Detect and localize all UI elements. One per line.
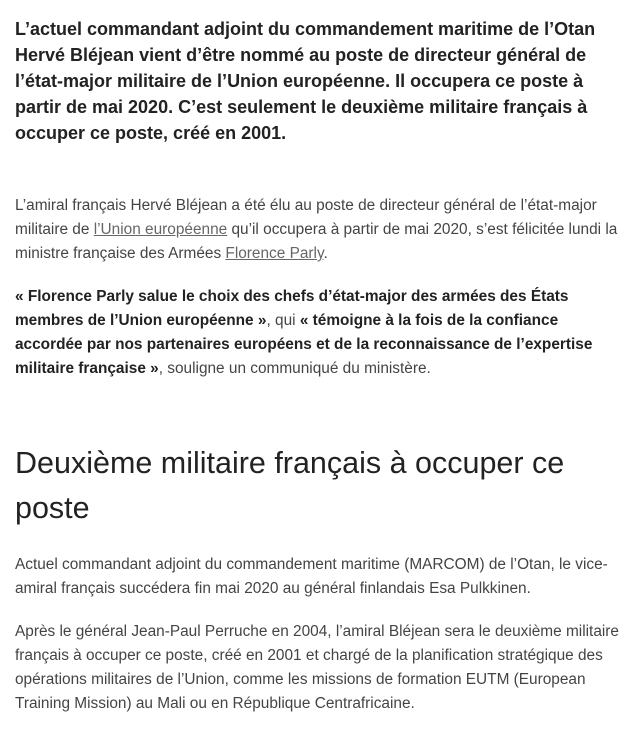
paragraph-quote (15, 285, 627, 381)
paragraph-text: qu’il occupera à partir de mai 2020, s’est félicitée lundi la ministre française des Armées (15, 221, 618, 262)
article-body (15, 0, 625, 716)
article-lead: L’actuel commandant adjoint du commandement maritime de l’Otan Hervé Bléjean vient d’être nommé au poste de directeur général de l’état-major militaire de l’Union européenne. Il occupera ce poste à partir de mai 2020. C’est seulement le deuxième militaire français à occuper ce poste, créé en 2001. (15, 19, 596, 143)
paragraph-text: , souligne un communiqué du ministère. (158, 360, 431, 377)
paragraph-text: , qui (266, 312, 300, 329)
paragraph-text: L’amiral français Hervé Bléjean a été élu au poste de directeur général de l’état-major militaire de (15, 197, 597, 238)
paragraph-succession: Actuel commandant adjoint du commandement maritime (MARCOM) de l’Otan, le vice-amiral français succédera fin mai 2020 au général finlandais Esa Pulkkinen. (15, 556, 608, 597)
link-union-europeenne[interactable]: l’Union européenne (93, 221, 228, 238)
paragraph-text: . (323, 245, 328, 262)
quote-text: « Florence Parly salue le choix des chefs d’état-major des armées des États membres de l’Union européenne » (15, 288, 569, 329)
link-florence-parly[interactable]: Florence Parly (225, 245, 324, 262)
paragraph-history: Après le général Jean-Paul Perruche en 2004, l’amiral Bléjean sera le deuxième militaire français à occuper ce poste, créé en 2001 et chargé de la planification stratégique des opérations militaires de l’Union, comme les missions de formation EUTM (European Training Mission) au Mali ou en République Centrafricaine. (15, 623, 619, 712)
quote-text: « témoigne à la fois de la confiance accordée par nos partenaires européens et de la reconnaissance de l’expertise militaire française » (15, 312, 593, 377)
paragraph-election (15, 194, 627, 266)
section-heading: Deuxième militaire français à occuper ce poste (15, 446, 565, 525)
